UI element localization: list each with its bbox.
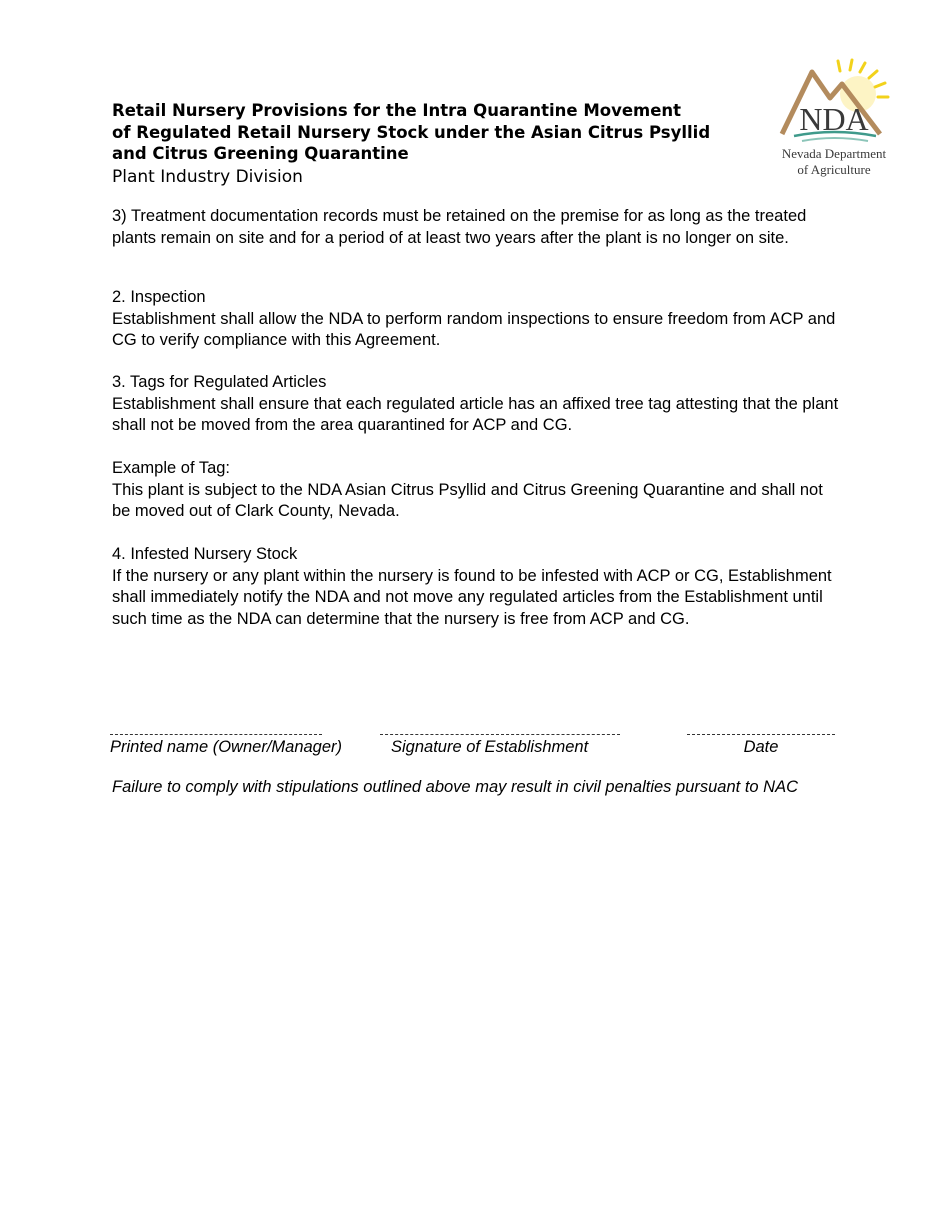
signature-line[interactable] xyxy=(380,722,620,735)
signature-field[interactable] xyxy=(380,722,620,757)
document-title-line-3: and Citrus Greening Quarantine xyxy=(112,144,409,163)
compliance-warning: Failure to comply with stipulations outlined above may result in civil penalties pursuant to NAC xyxy=(112,778,798,796)
treatment-paragraph: 3) Treatment documentation records must be retained on the premise for as long as the treated plants remain on site and for a period of at least two years after the plant is no longer on site. xyxy=(112,207,807,247)
date-line[interactable] xyxy=(687,722,835,735)
logo-caption-line-2: of Agriculture xyxy=(797,162,871,177)
inspection-heading: 2. Inspection xyxy=(112,288,206,306)
nda-logo xyxy=(772,58,896,182)
tags-section xyxy=(112,372,842,437)
logo-caption-line-1: Nevada Department xyxy=(781,146,887,161)
inspection-text: Establishment shall allow the NDA to perform random inspections to ensure freedom from ACP and CG to verify compliance with this Agreement. xyxy=(112,309,836,349)
treatment-paragraph-block xyxy=(112,206,842,249)
tags-heading: 3. Tags for Regulated Articles xyxy=(112,373,327,391)
infested-section xyxy=(112,544,842,630)
infested-text: If the nursery or any plant within the nursery is found to be infested with ACP or CG, Establishment shall immediately notify the NDA and not move any regulated articles from the Establishment until such time as the NDA can determine that the nursery is free from ACP and CG. xyxy=(112,566,832,628)
nda-logo-mark xyxy=(772,58,896,146)
date-field[interactable] xyxy=(687,722,835,757)
document-title-line-1: Retail Nursery Provisions for the Intra Quarantine Movement xyxy=(112,101,682,120)
printed-name-field[interactable] xyxy=(110,722,343,757)
logo-caption xyxy=(772,146,896,178)
example-section xyxy=(112,458,842,523)
printed-name-line[interactable] xyxy=(110,722,322,735)
infested-heading: 4. Infested Nursery Stock xyxy=(112,545,298,563)
printed-name-label: Printed name (Owner/Manager) xyxy=(110,738,343,756)
document-title-line-2: of Regulated Retail Nursery Stock under the Asian Citrus Psyllid xyxy=(112,122,711,142)
signature-row xyxy=(110,722,840,762)
division-name: Plant Industry Division xyxy=(112,166,303,187)
document-header xyxy=(112,100,762,188)
example-text: This plant is subject to the NDA Asian Citrus Psyllid and Citrus Greening Quarantine and shall not be moved out of Clark County, Nevada. xyxy=(112,480,823,520)
inspection-section xyxy=(112,287,842,352)
logo-acronym: NDA xyxy=(799,101,869,137)
example-heading: Example of Tag: xyxy=(112,459,231,477)
tags-text: Establishment shall ensure that each regulated article has an affixed tree tag attesting that the plant shall not be moved from the area quarantined for ACP and CG. xyxy=(112,394,839,434)
signature-label: Signature of Establishment xyxy=(391,738,589,756)
date-label: Date xyxy=(743,738,779,756)
